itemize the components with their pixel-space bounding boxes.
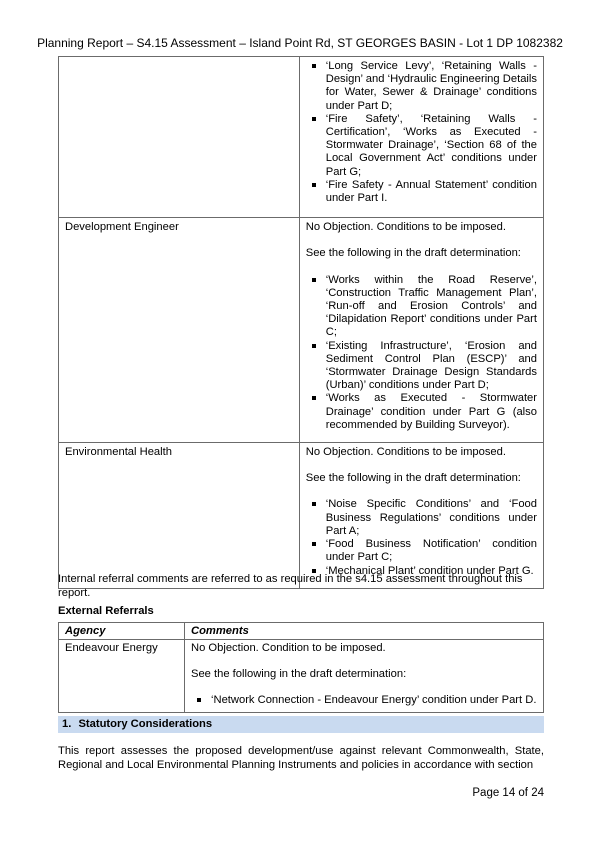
list-item: ‘Noise Specific Conditions’ and ‘Food Business Regulations’ conditions under Part A;	[306, 498, 537, 538]
comments-cell	[299, 443, 543, 589]
agency-cell: Development Engineer	[59, 218, 300, 443]
external-referrals-table	[58, 622, 544, 713]
comments-cell	[299, 218, 543, 443]
condition-list	[191, 694, 537, 707]
list-item: ‘Fire Safety’, ‘Retaining Walls - Certification’, ‘Works as Executed - Stormwater Drainage’, ‘Section 68 of the Local Government Act’ conditions under Part G;	[306, 113, 537, 179]
section-title: Statutory Considerations	[78, 718, 213, 730]
page-number: Page 14 of 24	[472, 787, 544, 799]
agency-cell: Environmental Health	[59, 443, 300, 589]
intro-paragraph: This report assesses the proposed development/use against relevant Commonwealth, State, Regional and Local Environmental Planning Instruments and policies in accordance with section	[58, 745, 544, 771]
comment-text: See the following in the draft determination:	[305, 247, 521, 260]
table-row	[59, 218, 544, 443]
list-item: ‘Network Connection - Endeavour Energy’ condition under Part D.	[191, 694, 537, 707]
external-referrals-heading: External Referrals	[58, 605, 154, 617]
section-number: 1.	[62, 718, 72, 730]
agency-cell: Endeavour Energy	[59, 640, 185, 713]
comment-text: See the following in the draft determination:	[191, 668, 407, 681]
comments-cell	[185, 640, 544, 713]
comment-text: No Objection. Conditions to be imposed.	[305, 446, 506, 459]
list-item: ‘Works as Executed - Stormwater Drainage’ condition under Part G (also recommended by Building Surveyor).	[306, 392, 537, 432]
internal-referrals-table	[58, 56, 544, 589]
comments-cell	[299, 57, 543, 218]
agency-cell	[59, 57, 300, 218]
list-item: ‘Fire Safety - Annual Statement’ condition under Part I.	[306, 179, 537, 205]
list-item: ‘Works within the Road Reserve’, ‘Construction Traffic Management Plan’, ‘Run-off and Erosion Controls’ and ‘Dilapidation Report’ conditions under Part C;	[306, 274, 537, 340]
table-row	[59, 57, 544, 218]
table-row	[59, 640, 544, 713]
list-item: ‘Food Business Notification’ condition under Part C;	[306, 538, 537, 564]
list-item: ‘Mechanical Plant’ condition under Part G.	[306, 565, 537, 578]
table-header-row	[59, 623, 544, 640]
list-item: ‘Existing Infrastructure’, ‘Erosion and Sediment Control Plan (ESCP)’ and ‘Stormwater Drainage Design Standards (Urban)’ conditions under Part D;	[306, 340, 537, 393]
section-heading-bar	[58, 716, 544, 733]
comment-text: See the following in the draft determination:	[305, 472, 521, 485]
list-item: ‘Long Service Levy’, ‘Retaining Walls - Design’ and ‘Hydraulic Engineering Details for Water, Sewer & Drainage’ conditions under Part D;	[306, 60, 537, 113]
comments-column-header: Comments	[185, 623, 544, 640]
agency-column-header: Agency	[59, 623, 185, 640]
comment-text: No Objection. Conditions to be imposed.	[305, 221, 506, 234]
condition-list	[306, 498, 537, 577]
internal-referral-note: Internal referral comments are referred to as required in the s4.15 assessment throughout this report.	[58, 573, 523, 599]
condition-list	[306, 60, 537, 205]
table-row	[59, 443, 544, 589]
condition-list	[306, 274, 537, 432]
comment-text: No Objection. Condition to be imposed.	[191, 642, 386, 654]
page-header: Planning Report – S4.15 Assessment – Island Point Rd, ST GEORGES BASIN - Lot 1 DP 1082382	[37, 36, 563, 50]
